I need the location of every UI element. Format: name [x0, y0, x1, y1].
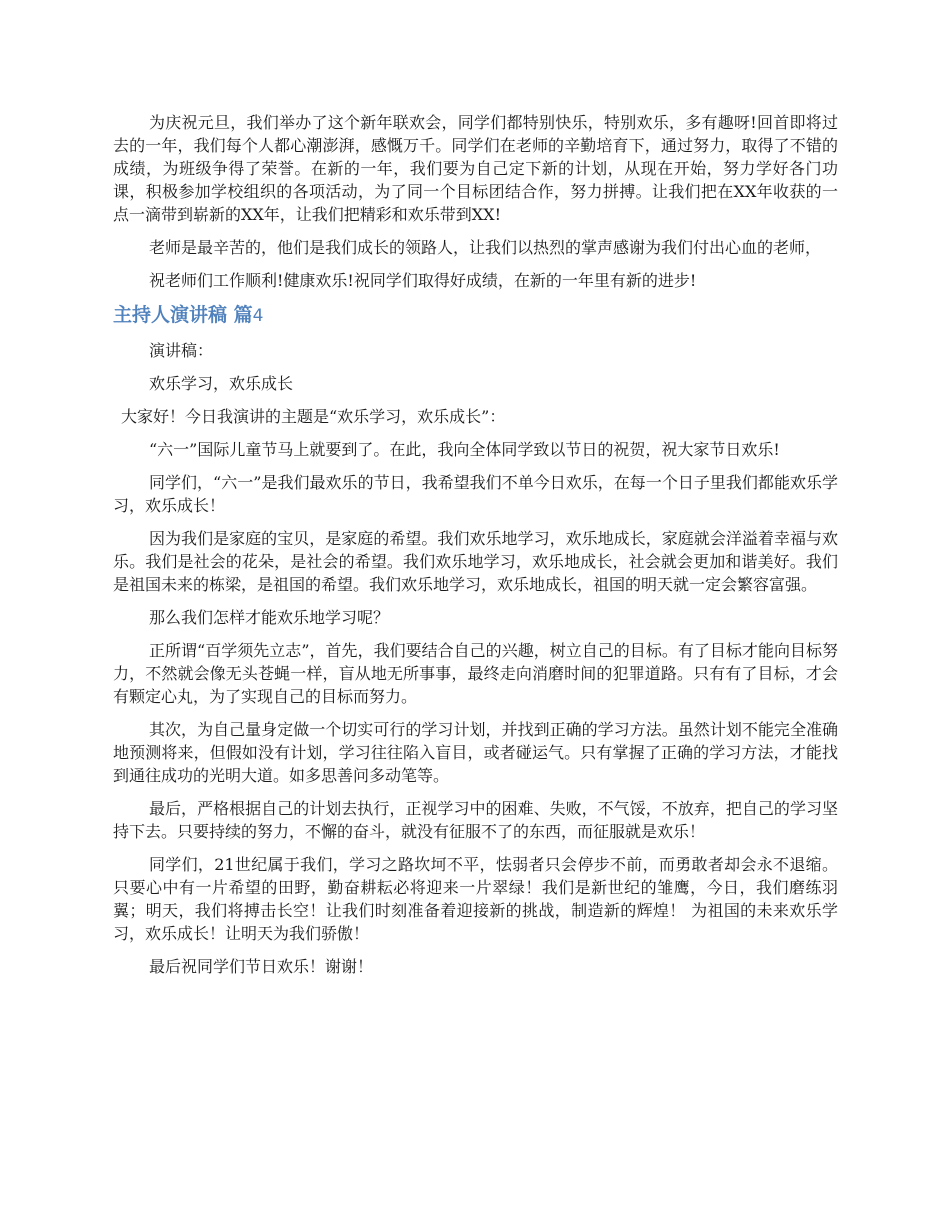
paragraph-happiest-day: 同学们，“六一”是我们最欢乐的节日，我希望我们不单今日欢乐，在每一个日子里我们都能欢乐学习，欢乐成长！ — [113, 473, 838, 515]
section-heading-number: 4 — [252, 306, 264, 326]
document-page — [113, 111, 838, 988]
paragraph-family-hope: 因为我们是家庭的宝贝，是家庭的希望。我们欢乐地学习，欢乐地成长，家庭就会洋溢着幸福与欢乐。我们是社会的花朵，是社会的希望。我们欢乐地学习，欢乐地成长，社会就会更加和谐美好。我们是祖国未来的栋梁，是祖国的希望。我们欢乐地学习，欢乐地成长，祖国的明天就一定会繁容富强。 — [113, 529, 838, 594]
paragraph-childrens-day: “六一”国际儿童节马上就要到了。在此，我向全体同学致以节日的祝贺，祝大家节日欢乐! — [149, 440, 780, 459]
paragraph-study-plan: 其次，为自己量身定做一个切实可行的学习计划，并找到正确的学习方法。虽然计划不能完全准确地预测将来，但假如没有计划，学习往往陷入盲目，或者碰运气。只有掌握了正确的学习方法，才能找到通往成功的光明大道。如多思善问多动笔等。 — [113, 720, 838, 785]
paragraph-speech-label: 演讲稿： — [149, 341, 214, 360]
section-heading-title: 主持人演讲稿 篇 — [113, 304, 253, 326]
paragraph-wishes: 祝老师们工作顺利!健康欢乐!祝同学们取得好成绩，在新的一年里有新的进步! — [149, 271, 697, 290]
paragraph-how-to-learn: 那么我们怎样才能欢乐地学习呢？ — [149, 608, 390, 627]
paragraph-thank-teachers: 老师是最辛苦的，他们是我们成长的领路人，让我们以热烈的掌声感谢为我们付出心血的老师， — [149, 238, 822, 257]
paragraph-greeting: 大家好！今日我演讲的主题是“欢乐学习，欢乐成长”： — [121, 407, 506, 426]
paragraph-persistence: 最后，严格根据自己的计划去执行，正视学习中的困难、失败，不气馁，不放弃，把自己的学习坚持下去。只要持续的努力，不懈的奋斗，就没有征服不了的东西，而征服就是欢乐！ — [113, 799, 838, 841]
paragraph-set-goals: 正所谓“百学须先立志”，首先，我们要结合自己的兴趣，树立自己的目标。有了目标才能向目标努力，不然就会像无头苍蝇一样，盲从地无所事事，最终走向消磨时间的犯罪道路。只有有了目标，才会有颗定心丸，为了实现自己的目标而努力。 — [113, 641, 838, 706]
paragraph-new-century: 同学们，21世纪属于我们，学习之路坎坷不平，怯弱者只会停步不前，而勇敢者却会永不退缩。只要心中有一片希望的田野，勤奋耕耘必将迎来一片翠绿！我们是新世纪的雏鹰，今日，我们磨练羽翼；明天，我们将搏击长空！让我们时刻准备着迎接新的挑战，制造新的辉煌！ 为祖国的未来欢乐学习，欢乐成长！让明天为我们骄傲！ — [113, 855, 838, 943]
paragraph-speech-title: 欢乐学习，欢乐成长 — [149, 374, 294, 393]
section-heading — [113, 302, 838, 329]
paragraph-new-year-party: 为庆祝元旦，我们举办了这个新年联欢会，同学们都特别快乐，特别欢乐，多有趣呀!回首即将过去的一年，我们每个人都心潮澎湃，感慨万千。同学们在老师的辛勤培育下，通过努力，取得了不错的成绩，为班级争得了荣誉。在新的一年，我们要为自己定下新的计划，从现在开始，努力学好各门功课，积极参加学校组织的各项活动，为了同一个目标团结合作，努力拼搏。让我们把在XX年收获的一点一滴带到崭新的XX年，让我们把精彩和欢乐带到XX! — [113, 113, 838, 224]
paragraph-closing: 最后祝同学们节日欢乐！谢谢！ — [149, 957, 374, 976]
